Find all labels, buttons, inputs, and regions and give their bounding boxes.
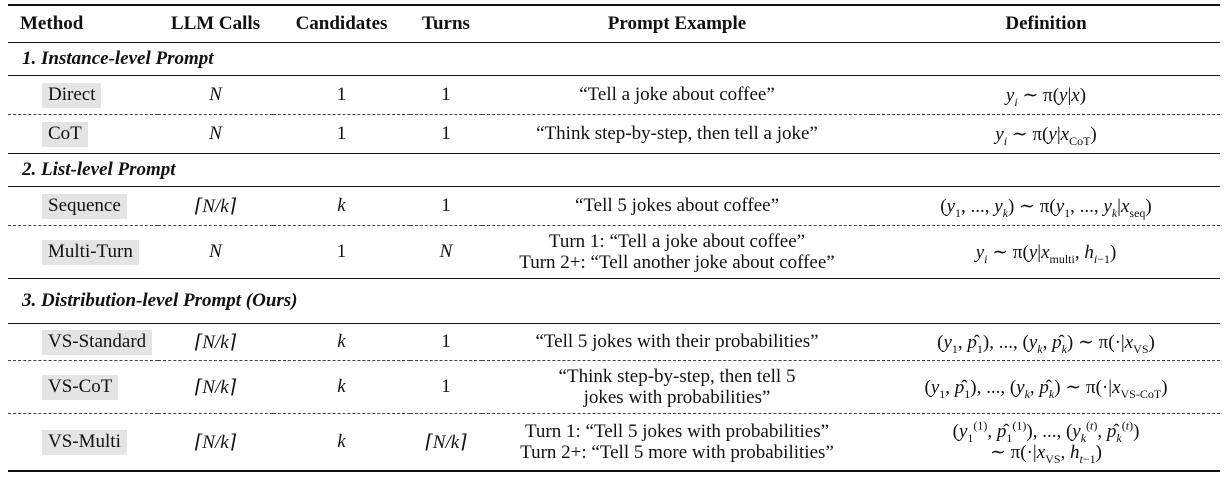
candidates-cell: k [273,187,410,226]
definition-cell [872,226,1220,279]
llm-calls-cell: ⌈N/k⌉ [158,361,273,414]
prompt-line: jokes with probabilities” [583,387,771,408]
llm-calls-cell: ⌈N/k⌉ [158,187,273,226]
definition-formula: $y_i$ ∼ $\pi(y|x_{multi}$, $h_{i-1}$) [975,241,1117,266]
prompt-cell [482,361,872,414]
definition-cell [872,414,1220,472]
turns-cell: 1 [410,361,482,414]
turns-cell: 1 [410,76,482,115]
prompt-line: “Think step-by-step, then tell 5 [558,366,796,387]
table-row [8,324,1220,361]
section-title: 3. Distribution-level Prompt (Ours) [8,279,1220,324]
table-row [8,361,1220,414]
definition-formula: ($y_1$, ..., $y_k$) ∼ $\pi(y_1$, ..., $y_k|x_{seq}$) [940,195,1152,220]
definition-cell [872,361,1220,414]
method-label: CoT [42,122,88,147]
prompt-cell [482,226,872,279]
table-row [8,115,1220,154]
llm-calls-cell: N [158,115,273,154]
turns-cell: 1 [410,324,482,361]
method-label: Direct [42,83,101,108]
definition-formula: ($y_1$, $p_1$), ..., ($y_k$, $p_k$) ∼ $\pi(\cdot|x_{VS})$ [937,331,1155,356]
section-row [8,43,1220,76]
prompt-cell: “Tell 5 jokes about coffee” [482,187,872,226]
candidates-cell: k [273,361,410,414]
section-title: 2. List-level Prompt [8,154,1220,187]
method-label: VS-CoT [42,375,118,400]
section-title: 1. Instance-level Prompt [8,43,1220,76]
definition-formula: ($y_1^{(1)}$, $p_1^{(1)}$), ..., ($y_k^{(t)}$, $p_k^{(t)}$) ∼ $\pi(\cdot|x_{VS}$, $h_{t-1}$) [952,418,1140,466]
candidates-cell: k [273,324,410,361]
definition-cell [872,324,1220,361]
candidates-cell: 1 [273,226,410,279]
llm-calls-cell: N [158,226,273,279]
llm-calls-cell: ⌈N/k⌉ [158,414,273,472]
table-row [8,76,1220,115]
prompt-methods-table [8,4,1220,472]
definition-cell [872,76,1220,115]
candidates-cell: 1 [273,115,410,154]
method-label: VS-Multi [42,430,127,455]
header-turns: Turns [410,5,482,43]
prompt-line: Turn 2+: “Tell 5 more with probabilities” [520,442,834,463]
turns-cell: 1 [410,115,482,154]
header-llm-calls: LLM Calls [158,5,273,43]
prompt-cell: “Think step-by-step, then tell a joke” [482,115,872,154]
prompt-cell: “Tell 5 jokes with their probabilities” [482,324,872,361]
method-label: Sequence [42,194,127,219]
method-label: Multi-Turn [42,240,139,265]
turns-cell: ⌈N/k⌉ [410,414,482,472]
prompt-line: Turn 1: “Tell a joke about coffee” [548,231,806,252]
turns-cell: 1 [410,187,482,226]
prompt-line: Turn 1: “Tell 5 jokes with probabilities” [524,421,830,442]
header-method: Method [8,5,158,43]
header-prompt-example: Prompt Example [482,5,872,43]
section-row [8,154,1220,187]
llm-calls-cell: ⌈N/k⌉ [158,324,273,361]
header-row [8,5,1220,43]
table-row [8,226,1220,279]
definition-formula: $y_i$ ∼ π(y|x) [1005,84,1087,109]
candidates-cell: k [273,414,410,472]
table-row [8,187,1220,226]
header-candidates: Candidates [273,5,410,43]
llm-calls-cell: N [158,76,273,115]
definition-formula: ($y_1$, $p_1$), ..., ($y_k$, $p_k$) ∼ $\pi(\cdot|x_{VS-CoT})$ [924,376,1168,401]
prompt-cell: “Tell a joke about coffee” [482,76,872,115]
prompt-cell [482,414,872,472]
prompt-line: Turn 2+: “Tell another joke about coffee” [519,252,835,273]
table-row [8,414,1220,472]
section-row [8,279,1220,324]
definition-cell [872,187,1220,226]
header-definition: Definition [872,5,1220,43]
candidates-cell: 1 [273,76,410,115]
definition-cell [872,115,1220,154]
method-label: VS-Standard [42,330,152,355]
definition-formula: $y_i$ ∼ $\pi(y|x_{CoT})$ [995,123,1097,148]
turns-cell: N [410,226,482,279]
